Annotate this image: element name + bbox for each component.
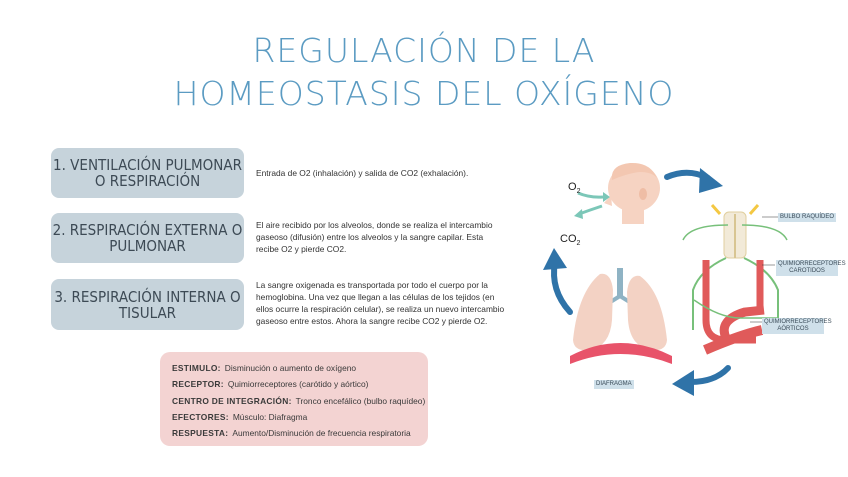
- title-line-1: REGULACIÓN DE LA: [252, 31, 596, 70]
- o2-label: [568, 181, 580, 195]
- centro-key: CENTRO DE INTEGRACIÓN:: [172, 395, 292, 406]
- estimulo-value: Disminución o aumento de oxígeno: [224, 363, 357, 373]
- efectores-value: Músculo: Diafragma: [232, 411, 308, 422]
- diafragma-label: DIAFRAGMA: [596, 381, 632, 387]
- respuesta-value: Aumento/Disminución de frecuencia respiratoria: [232, 428, 411, 439]
- bulbo-label: BULBO RAQUÍDEO: [780, 214, 835, 220]
- co2-text: CO: [560, 233, 577, 245]
- co2-subscript: 2: [576, 240, 581, 248]
- step-3-label: 3. RESPIRACIÓN INTERNA O TISULAR: [51, 279, 244, 330]
- receptor-value: Quimiorreceptores (carótido y aórtico): [227, 379, 369, 390]
- step-1-label: 1. VENTILACIÓN PULMONAR O RESPIRACIÓN: [51, 148, 244, 198]
- title-line-2: HOMEOSTASIS DEL OXÍGENO: [173, 74, 675, 113]
- receptor-key: RECEPTOR:: [172, 379, 224, 390]
- step-2-label: 2. RESPIRACIÓN EXTERNA O PULMONAR: [51, 213, 244, 263]
- o2-text: O: [568, 181, 577, 193]
- co2-label: [560, 233, 580, 247]
- centro-value: Tronco encefálico (bulbo raquídeo): [295, 395, 426, 406]
- o2-subscript: 2: [576, 188, 581, 196]
- step-2-description: El aire recibido por los alveolos, donde se realiza el intercambio gaseoso (difusión) entre los alveolos y la sangre capilar. Esta recibe O2 y pierde CO2.: [256, 220, 493, 254]
- quimio-aorticos-label: QUIMIORRECEPTORES AÓRTICOS: [764, 319, 832, 332]
- breath-arrows-icon: [574, 192, 610, 219]
- lungs-icon: [570, 268, 672, 364]
- efectores-key: EFECTORES:: [172, 411, 229, 422]
- step-1-description: Entrada de O2 (inhalación) y salida de CO2 (exhalación).: [256, 168, 469, 178]
- estimulo-key: ESTIMULO:: [172, 363, 221, 373]
- quimio-carotidos-label: QUIMIORRECEPTORES CAROTIDOS: [778, 261, 846, 274]
- head-icon: [604, 163, 660, 224]
- step-3-description: La sangre oxigenada es transportada por todo el cuerpo por la hemoglobina. Una vez que llegan a las células de los tejidos (en ellos ocurre la respiración celular), se realiza un nuevo intercambio gaseoso entre estos. Ahora la sangre recibe CO2 y pierde O2.: [256, 280, 505, 326]
- respuesta-key: RESPUESTA:: [172, 428, 229, 439]
